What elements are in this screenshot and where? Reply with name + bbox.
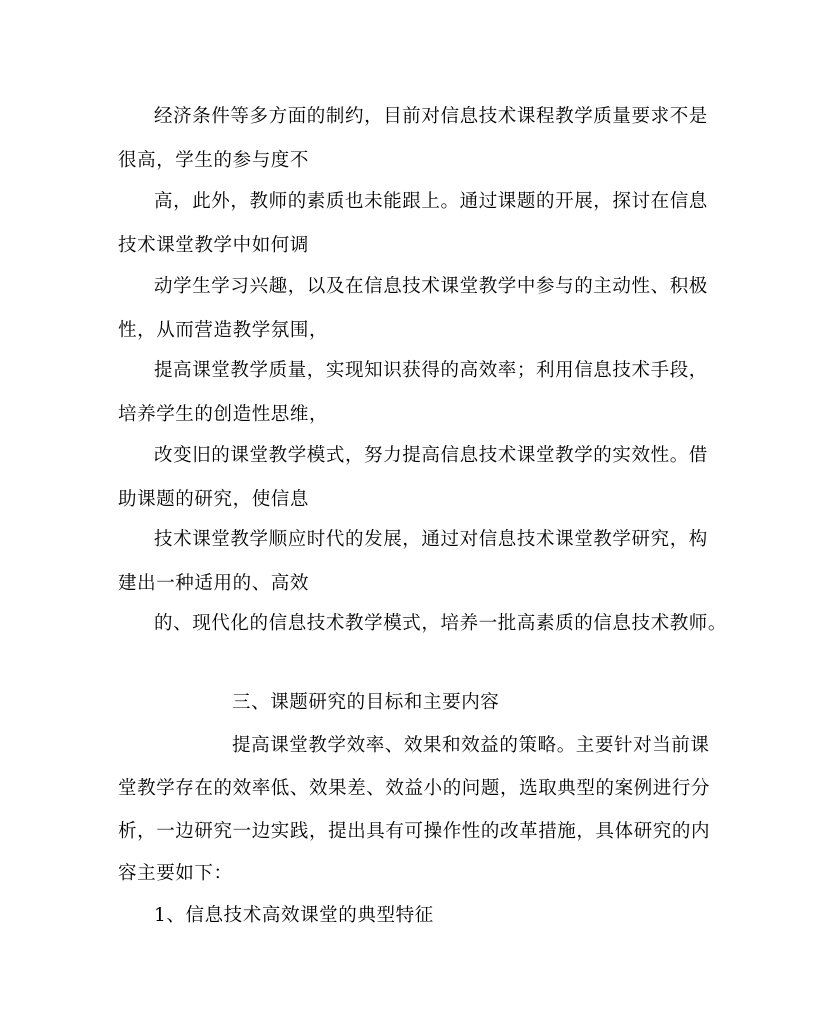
- paragraph-5-line-2: 助课题的研究，使信息: [118, 489, 310, 510]
- paragraph-4-line-1: 提高课堂教学质量，实现知识获得的高效率；利用信息技术手段，: [154, 360, 708, 381]
- paragraph-1-line-1: 经济条件等多方面的制约，目前对信息技术课程教学质量要求不是: [154, 106, 708, 127]
- paragraph-3-line-1: 动学生学习兴趣，以及在信息技术课堂教学中参与的主动性、积极: [154, 276, 708, 297]
- paragraph-2-line-2: 技术课堂教学中如何调: [118, 235, 310, 256]
- section-body-line-4: 容主要如下：: [118, 863, 233, 884]
- paragraph-5-line-1: 改变旧的课堂教学模式，努力提高信息技术课堂教学的实效性。借: [154, 445, 708, 466]
- paragraph-2-line-1: 高，此外，教师的素质也未能跟上。通过课题的开展，探讨在信息: [154, 191, 708, 212]
- paragraph-4-line-2: 培养学生的创造性思维，: [118, 404, 329, 425]
- section-heading: 三、课题研究的目标和主要内容: [232, 692, 500, 713]
- section-body-line-1: 提高课堂教学效率、效果和效益的策略。主要针对当前课: [232, 735, 710, 756]
- paragraph-6-line-1: 技术课堂教学顺应时代的发展，通过对信息技术课堂教学研究，构: [154, 529, 708, 550]
- paragraph-3-line-2: 性，从而营造教学氛围，: [118, 320, 329, 341]
- paragraph-1-line-2: 很高，学生的参与度不: [118, 150, 310, 171]
- section-body-line-2: 堂教学存在的效率低、效果差、效益小的问题，选取典型的案例进行分: [118, 778, 711, 799]
- section-body-line-3: 析，一边研究一边实践，提出具有可操作性的改革措施，具体研究的内: [118, 821, 711, 842]
- list-item-1: 1、信息技术高效课堂的典型特征: [154, 905, 434, 926]
- paragraph-6-line-2: 建出一种适用的、高效: [118, 573, 310, 594]
- paragraph-7-line-1: 的、现代化的信息技术教学模式，培养一批高素质的信息技术教师。: [154, 613, 728, 634]
